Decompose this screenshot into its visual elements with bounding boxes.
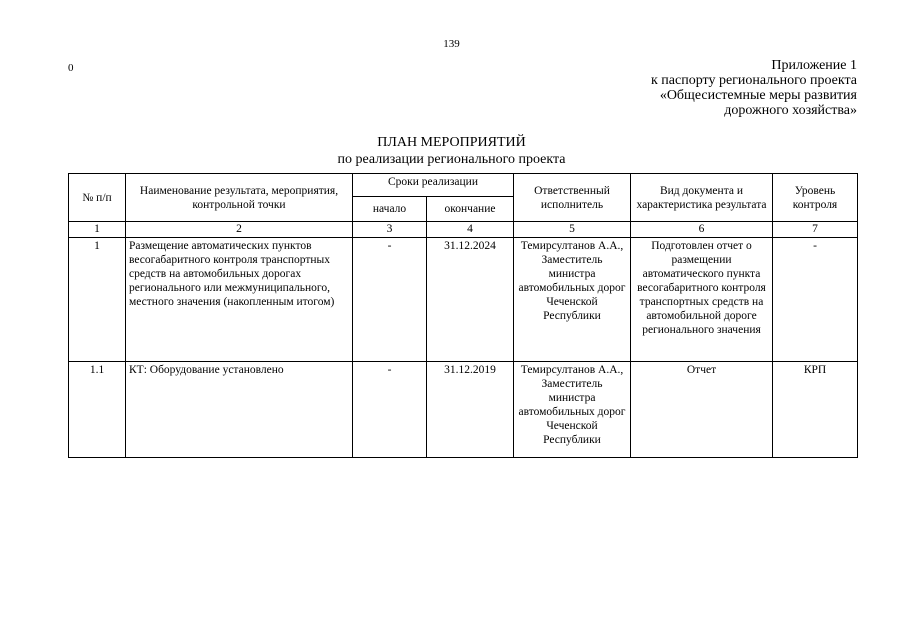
page-number: 139	[443, 38, 460, 50]
row-doc: Подготовлен отчет о размещении автоматического пункта весогабаритного контроля транспортных средств на автомобильной дороге регионального значения	[631, 238, 773, 362]
document-title: ПЛАН МЕРОПРИЯТИЙ	[377, 135, 526, 150]
plan-table	[68, 173, 858, 458]
col-number: 5	[514, 222, 631, 238]
row-level: -	[773, 238, 858, 362]
row-end: 31.12.2024	[427, 238, 514, 362]
header-num: № п/п	[69, 174, 126, 222]
document-subtitle: по реализации регионального проекта	[337, 152, 566, 167]
table-row	[69, 362, 858, 458]
row-start: -	[353, 362, 427, 458]
column-number-row	[69, 222, 858, 238]
row-doc: Отчет	[631, 362, 773, 458]
row-responsible: Темирсултанов А.А., Заместитель министра автомобильных дорог Чеченской Республики	[514, 362, 631, 458]
header-terms: Сроки реализации	[353, 174, 514, 197]
col-number: 3	[353, 222, 427, 238]
row-num: 1	[69, 238, 126, 362]
header-row-1	[69, 174, 858, 197]
appendix-header	[651, 58, 857, 118]
appendix-line-4: дорожного хозяйства»	[724, 103, 857, 118]
row-end: 31.12.2019	[427, 362, 514, 458]
col-number: 2	[126, 222, 353, 238]
header-doc: Вид документа и характеристика результата	[631, 174, 773, 222]
header-responsible: Ответственный исполнитель	[514, 174, 631, 222]
table-row	[69, 238, 858, 362]
appendix-line-3: «Общесистемные меры развития	[659, 88, 857, 103]
header-name: Наименование результата, мероприятия, контрольной точки	[126, 174, 353, 222]
document-title-block	[0, 134, 903, 168]
appendix-line-2: к паспорту регионального проекта	[651, 73, 857, 88]
row-name: КТ: Оборудование установлено	[126, 362, 353, 458]
header-level: Уровень контроля	[773, 174, 858, 222]
header-start: начало	[353, 197, 427, 222]
col-number: 7	[773, 222, 858, 238]
row-responsible: Темирсултанов А.А., Заместитель министра автомобильных дорог Чеченской Республики	[514, 238, 631, 362]
col-number: 6	[631, 222, 773, 238]
row-level: КРП	[773, 362, 858, 458]
corner-mark: 0	[68, 62, 74, 74]
row-start: -	[353, 238, 427, 362]
col-number: 1	[69, 222, 126, 238]
row-name: Размещение автоматических пунктов весогабаритного контроля транспортных средств на автомобильных дорогах регионального или межмуниципального, местного значения (накопленным итогом)	[126, 238, 353, 362]
row-num: 1.1	[69, 362, 126, 458]
appendix-line-1: Приложение 1	[771, 58, 857, 73]
col-number: 4	[427, 222, 514, 238]
header-end: окончание	[427, 197, 514, 222]
